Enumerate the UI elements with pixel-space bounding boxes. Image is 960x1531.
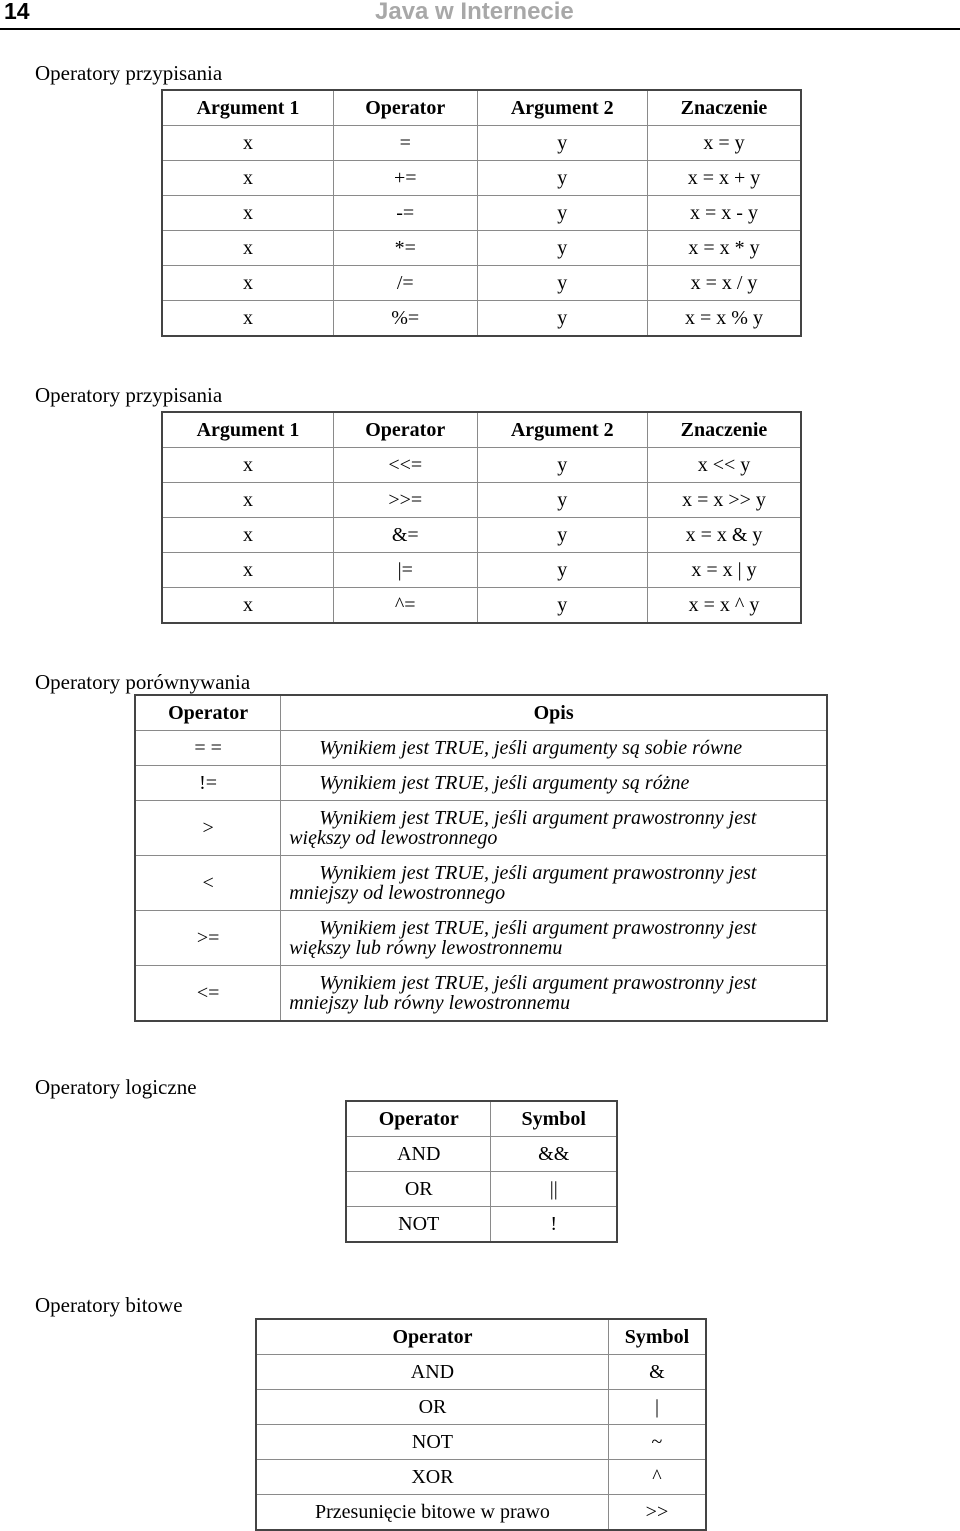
meaning-cell: x = x + y [647,161,801,196]
argument-2-cell: y [477,483,647,518]
column-header-operator: Operator [333,90,477,126]
column-header-symbol: Symbol [491,1101,617,1137]
meaning-cell: x = x % y [647,301,801,337]
logical-operators-table [345,1100,618,1243]
column-header-meaning: Znaczenie [647,90,801,126]
operator-cell: /= [333,266,477,301]
section-title-bitwise: Operatory bitowe [35,1293,183,1317]
table-row [135,911,827,966]
table-header-row [346,1101,617,1137]
operator-cell: += [333,161,477,196]
table-row [256,1425,706,1460]
table-row [346,1137,617,1172]
argument-2-cell: y [477,231,647,266]
column-header-symbol: Symbol [608,1319,706,1355]
operator-cell: <<= [333,448,477,483]
meaning-cell: x = y [647,126,801,161]
column-header-argument-2: Argument 2 [477,90,647,126]
table-row [162,448,801,483]
meaning-cell: x = x & y [647,518,801,553]
table-row [135,766,827,801]
argument-2-cell: y [477,196,647,231]
argument-2-cell: y [477,553,647,588]
table-header-row [135,695,827,731]
table-row [162,553,801,588]
operator-cell: = [333,126,477,161]
operator-cell: >>= [333,483,477,518]
operator-cell: XOR [256,1460,608,1495]
table-row [256,1355,706,1390]
argument-2-cell: y [477,301,647,337]
meaning-cell: x = x ^ y [647,588,801,624]
column-header-argument-2: Argument 2 [477,412,647,448]
argument-1-cell: x [162,266,333,301]
meaning-cell: x = x >> y [647,483,801,518]
table-row [256,1495,706,1531]
operator-cell: = = [135,731,281,766]
description-cell: Wynikiem jest TRUE, jeśli argument prawostronny jest większy od lewostronnego [281,801,827,856]
operator-cell: ^= [333,588,477,624]
table-row [256,1390,706,1425]
argument-1-cell: x [162,126,333,161]
meaning-cell: x = x - y [647,196,801,231]
page-header [0,0,960,30]
symbol-cell: || [491,1172,617,1207]
argument-1-cell: x [162,231,333,266]
argument-1-cell: x [162,553,333,588]
column-header-description: Opis [281,695,827,731]
argument-1-cell: x [162,588,333,624]
table-row [256,1460,706,1495]
table-row [135,856,827,911]
section-title-comparison: Operatory porównywania [35,670,251,694]
table-row [346,1172,617,1207]
table-header-row [162,90,801,126]
symbol-cell: ! [491,1207,617,1243]
operator-cell: %= [333,301,477,337]
column-header-meaning: Znaczenie [647,412,801,448]
assignment-operators-table-2 [161,411,802,624]
table-row [162,231,801,266]
argument-2-cell: y [477,588,647,624]
symbol-cell: & [608,1355,706,1390]
table-row [346,1207,617,1243]
table-row [162,518,801,553]
argument-1-cell: x [162,448,333,483]
meaning-cell: x = x | y [647,553,801,588]
symbol-cell: >> [608,1495,706,1531]
operator-cell: *= [333,231,477,266]
argument-2-cell: y [477,126,647,161]
description-cell: Wynikiem jest TRUE, jeśli argumenty są sobie równe [281,731,827,766]
table-row [162,483,801,518]
table-row [162,196,801,231]
column-header-operator: Operator [333,412,477,448]
operator-cell: NOT [256,1425,608,1460]
argument-2-cell: y [477,448,647,483]
table-row [135,966,827,1022]
column-header-operator: Operator [346,1101,491,1137]
argument-1-cell: x [162,483,333,518]
operator-cell: -= [333,196,477,231]
argument-1-cell: x [162,161,333,196]
section-title-assignment-1: Operatory przypisania [35,61,223,85]
argument-2-cell: y [477,266,647,301]
argument-2-cell: y [477,161,647,196]
argument-1-cell: x [162,518,333,553]
table-row [162,161,801,196]
assignment-operators-table-1 [161,89,802,337]
section-title-assignment-2: Operatory przypisania [35,383,223,407]
meaning-cell: x = x / y [647,266,801,301]
operator-cell: AND [346,1137,491,1172]
page-number: 14 [4,0,30,24]
section-title-logical: Operatory logiczne [35,1075,197,1099]
symbol-cell: ~ [608,1425,706,1460]
column-header-operator: Operator [256,1319,608,1355]
argument-2-cell: y [477,518,647,553]
table-row [162,301,801,337]
meaning-cell: x << y [647,448,801,483]
operator-cell: >= [135,911,281,966]
symbol-cell: && [491,1137,617,1172]
table-header-row [162,412,801,448]
operator-cell: &= [333,518,477,553]
table-row [162,588,801,624]
operator-cell: != [135,766,281,801]
argument-1-cell: x [162,301,333,337]
symbol-cell: | [608,1390,706,1425]
operator-cell: <= [135,966,281,1022]
comparison-operators-table [134,694,828,1022]
description-cell: Wynikiem jest TRUE, jeśli argumenty są różne [281,766,827,801]
operator-cell: OR [256,1390,608,1425]
table-row [135,801,827,856]
operator-cell: |= [333,553,477,588]
symbol-cell: ^ [608,1460,706,1495]
running-title: Java w Internecie [375,0,574,25]
description-cell: Wynikiem jest TRUE, jeśli argument prawostronny jest mniejszy od lewostronnego [281,856,827,911]
operator-cell: < [135,856,281,911]
column-header-operator: Operator [135,695,281,731]
description-cell: Wynikiem jest TRUE, jeśli argument prawostronny jest większy lub równy lewostronnemu [281,911,827,966]
table-header-row [256,1319,706,1355]
operator-cell: > [135,801,281,856]
table-row [162,126,801,161]
operator-cell: Przesunięcie bitowe w prawo [256,1495,608,1531]
table-row [162,266,801,301]
operator-cell: AND [256,1355,608,1390]
column-header-argument-1: Argument 1 [162,412,333,448]
operator-cell: NOT [346,1207,491,1243]
table-row [135,731,827,766]
meaning-cell: x = x * y [647,231,801,266]
column-header-argument-1: Argument 1 [162,90,333,126]
bitwise-operators-table [255,1318,707,1531]
operator-cell: OR [346,1172,491,1207]
argument-1-cell: x [162,196,333,231]
description-cell: Wynikiem jest TRUE, jeśli argument prawostronny jest mniejszy lub równy lewostronnemu [281,966,827,1022]
